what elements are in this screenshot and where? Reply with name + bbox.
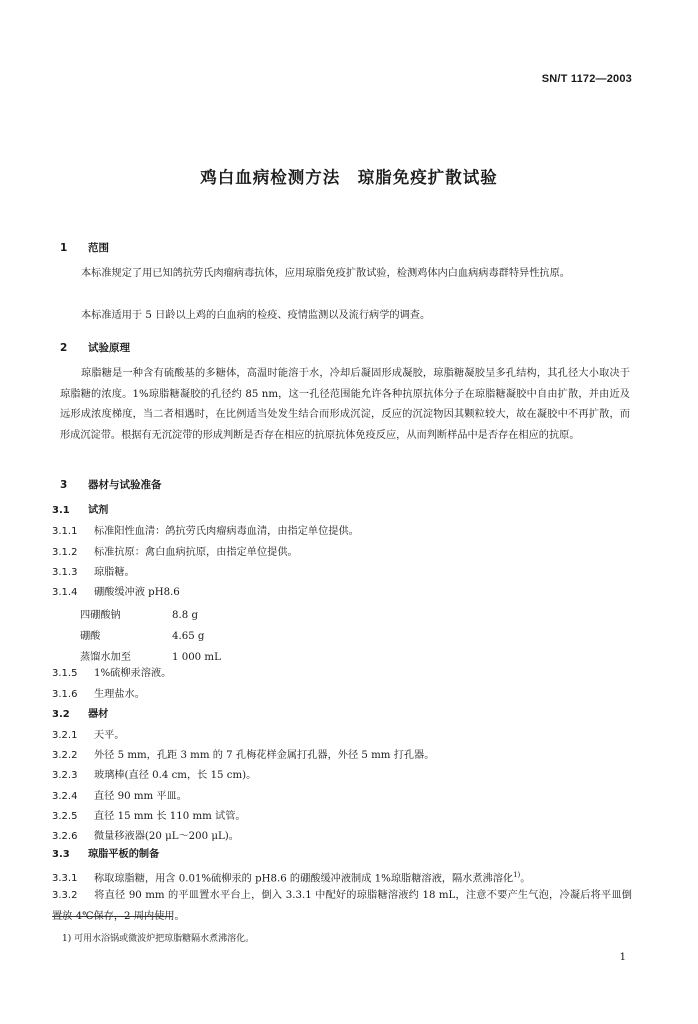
clause-3-3-2 bbox=[52, 886, 632, 927]
section-number: 3 bbox=[60, 479, 68, 491]
section-number: 1 bbox=[60, 242, 68, 254]
reagent-name: 四硼酸钠 bbox=[80, 610, 121, 621]
reagent-name: 硼酸 bbox=[80, 631, 101, 642]
clause-3-1-5 bbox=[52, 664, 632, 685]
footnote-divider bbox=[52, 916, 172, 917]
clause-text: 生理盐水。 bbox=[94, 689, 145, 700]
clause-text: 1%硫柳汞溶液。 bbox=[94, 668, 172, 679]
footnote-marker: 1) bbox=[513, 871, 521, 879]
clause-number: 3.1.4 bbox=[52, 587, 78, 598]
footnote: 1) 可用水浴锅或微波炉把琼脂糖隔水煮沸溶化。 bbox=[62, 934, 255, 944]
reagent-row bbox=[80, 648, 221, 663]
clause-text: 标准阳性血清：鸽抗劳氏肉瘤病毒血清，由指定单位提供。 bbox=[94, 526, 359, 537]
clause-text: 琼脂糖。 bbox=[94, 567, 135, 578]
clause-title: 琼脂平板的制备 bbox=[88, 849, 160, 860]
clause-number: 3.1 bbox=[52, 505, 70, 516]
clause-number: 3.3.2 bbox=[52, 890, 78, 901]
clause-text: 硼酸缓冲液 pH8.6 bbox=[94, 587, 180, 598]
section-1-paragraph-1: 本标准规定了用已知鸽抗劳氏肉瘤病毒抗体，应用琼脂免疫扩散试验，检测鸡体内白血病病毒群特异性抗原。 bbox=[81, 268, 570, 279]
clause-3-1-6 bbox=[52, 685, 632, 706]
clause-title: 器材 bbox=[88, 709, 109, 720]
clause-3-2-3 bbox=[52, 766, 632, 787]
section-number: 2 bbox=[60, 342, 68, 354]
clause-3-1-1 bbox=[52, 522, 632, 543]
reagent-amount: 4.65 g bbox=[172, 631, 205, 642]
clause-number: 3.2.4 bbox=[52, 791, 78, 802]
clause-number: 3.3.1 bbox=[52, 873, 78, 885]
section-1-paragraph-2: 本标准适用于 5 日龄以上鸡的白血病的检疫、疫情监测以及流行病学的调查。 bbox=[81, 310, 431, 321]
clause-text: 微量移液器(20 μL～200 μL)。 bbox=[94, 831, 239, 842]
clause-number: 3.1.2 bbox=[52, 547, 78, 558]
section-2-paragraph: 琼脂糖是一种含有硫酸基的多糖体，高温时能溶于水，冷却后凝固形成凝胶，琼脂糖凝胶呈多孔结构，其孔径大小取决于琼脂糖的浓度。1%琼脂糖凝胶的孔径约 85 nm，这一孔径范围能允许各种抗原抗体分子在琼脂糖凝胶中自由扩散，并由近及远形成浓度梯度，当二者相遇时，在比例适当处发生结合而形成沉淀，反应的沉淀物因其颗粒较大，故在凝胶中不再扩散，而形成沉淀带。根据有无沉淀带的形成判断是否存在相应的抗原抗体免疫反应，从而判断样品中是否存在相应的抗原。 bbox=[60, 368, 630, 441]
clause-text: 称取琼脂糖，用含 0.01%硫柳汞的 pH8.6 的硼酸缓冲液制成 1%琼脂糖溶液，隔水煮沸溶化 bbox=[94, 873, 514, 885]
standard-code: SN/T 1172—2003 bbox=[541, 73, 632, 85]
clause-3-2-5 bbox=[52, 807, 632, 828]
reagent-name: 蒸馏水加至 bbox=[80, 652, 131, 663]
subsection-3-3 bbox=[52, 845, 632, 866]
clause-number: 3.2.3 bbox=[52, 770, 78, 781]
clause-number: 3.2 bbox=[52, 709, 70, 720]
document-title: 鸡白血病检测方法 琼脂免疫扩散试验 bbox=[200, 168, 498, 187]
subsection-3-2 bbox=[52, 705, 632, 726]
clause-number: 3.1.3 bbox=[52, 567, 78, 578]
reagent-row bbox=[80, 606, 198, 621]
page-number: 1 bbox=[619, 952, 626, 963]
clause-3-2-1 bbox=[52, 726, 632, 747]
clause-3-1-3 bbox=[52, 563, 632, 584]
section-1-heading bbox=[60, 240, 109, 255]
clause-number: 3.1.6 bbox=[52, 689, 78, 700]
clause-number: 3.2.5 bbox=[52, 811, 78, 822]
subsection-3-1 bbox=[52, 501, 632, 522]
clause-3-2-4 bbox=[52, 787, 632, 808]
clause-text: 玻璃棒(直径 0.4 cm，长 15 cm)。 bbox=[94, 770, 257, 781]
clause-number: 3.2.2 bbox=[52, 750, 78, 761]
reagent-amount: 8.8 g bbox=[172, 610, 198, 621]
section-title: 器材与试验准备 bbox=[88, 479, 162, 491]
section-2-heading bbox=[60, 340, 130, 355]
clause-text: 直径 90 mm 平皿。 bbox=[94, 791, 187, 802]
clause-text-end: 。 bbox=[520, 873, 531, 885]
section-title: 范围 bbox=[88, 242, 109, 254]
reagent-amount: 1 000 mL bbox=[172, 652, 221, 663]
clause-number: 3.1.1 bbox=[52, 526, 78, 537]
clause-text: 天平。 bbox=[94, 730, 125, 741]
clause-3-1-2 bbox=[52, 543, 632, 564]
clause-text: 直径 15 mm 长 110 mm 试管。 bbox=[94, 811, 246, 822]
reagent-row bbox=[80, 627, 204, 642]
clause-3-2-2 bbox=[52, 746, 632, 767]
section-title: 试验原理 bbox=[88, 342, 130, 354]
section-3-heading bbox=[60, 477, 162, 492]
clause-number: 3.2.1 bbox=[52, 730, 78, 741]
clause-number: 3.2.6 bbox=[52, 831, 78, 842]
clause-number: 3.3 bbox=[52, 849, 70, 860]
clause-text: 将直径 90 mm 的平皿置水平台上，倒入 3.3.1 中配好的琼脂糖溶液约 18 mL，注意不要产生气泡，冷凝后将平皿倒置放 4℃保存，2 周内使用。 bbox=[52, 890, 632, 922]
clause-3-1-4 bbox=[52, 583, 632, 604]
clause-number: 3.1.5 bbox=[52, 668, 78, 679]
clause-title: 试剂 bbox=[88, 505, 109, 516]
clause-text: 标准抗原：禽白血病抗原，由指定单位提供。 bbox=[94, 547, 298, 558]
clause-text: 外径 5 mm，孔距 3 mm 的 7 孔梅花样金属打孔器，外径 5 mm 打孔器。 bbox=[94, 750, 435, 761]
